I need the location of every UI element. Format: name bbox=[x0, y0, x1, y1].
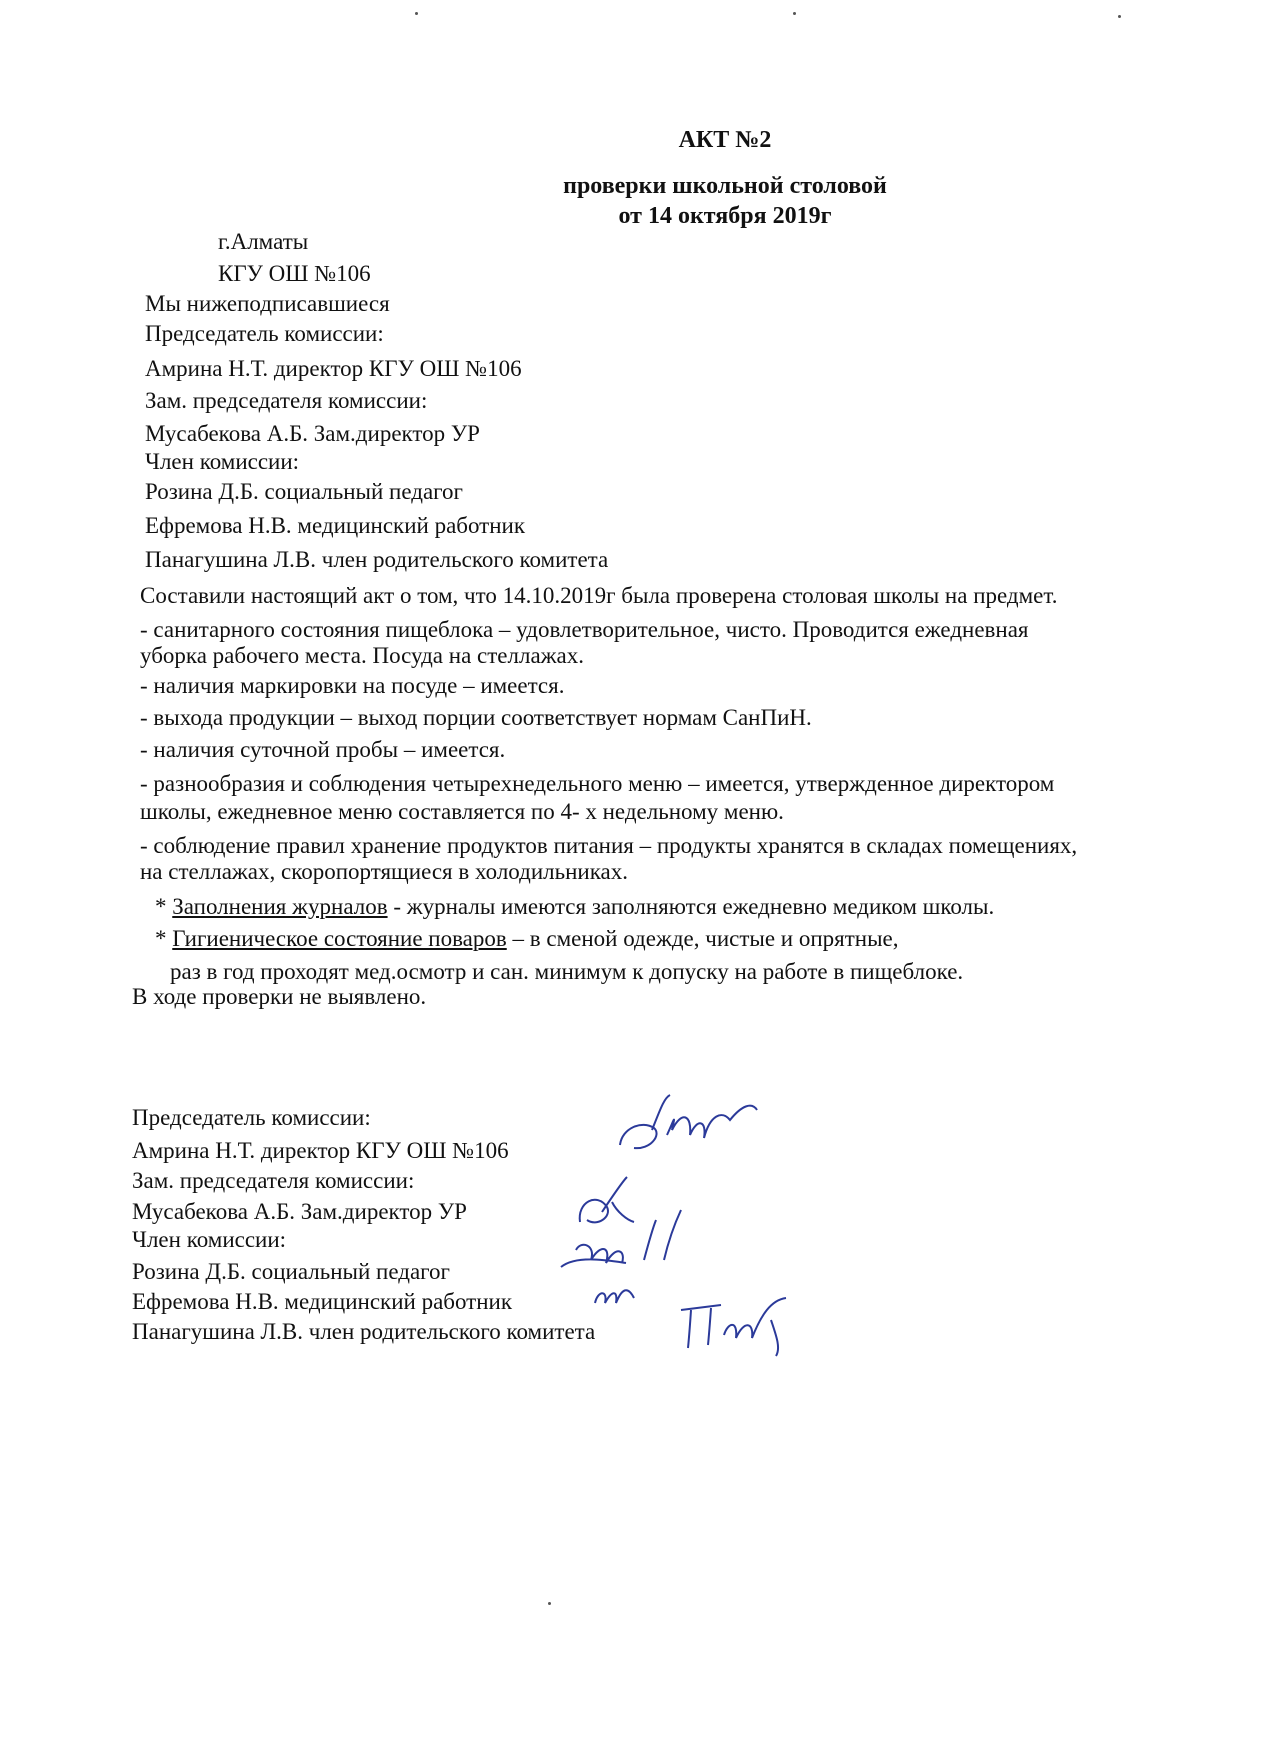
sig-chair-name: Амрина Н.Т. директор КГУ ОШ №106 bbox=[132, 1138, 509, 1163]
intro-line: Мы нижеподписавшиеся bbox=[145, 291, 390, 316]
signature-member-1 bbox=[556, 1205, 696, 1285]
sig-deputy-label: Зам. председателя комиссии: bbox=[132, 1168, 415, 1193]
bullet-text: - журналы имеются заполняются ежедневно медиком школы. bbox=[387, 894, 995, 919]
deputy-label: Зам. председателя комиссии: bbox=[145, 388, 428, 413]
body-line: - санитарного состояния пищеблока – удовлетворительное, чисто. Проводится ежедневная bbox=[140, 617, 1029, 642]
body-line: - выхода продукции – выход порции соответствует нормам СанПиН. bbox=[140, 705, 812, 730]
member-2: Ефремова Н.В. медицинский работник bbox=[145, 513, 526, 538]
member-3: Панагушина Л.В. член родительского комитета bbox=[145, 547, 609, 572]
scan-speck bbox=[793, 12, 796, 15]
document-date: от 14 октября 2019г bbox=[618, 203, 832, 229]
bullet-continuation: раз в год проходят мед.осмотр и сан. минимум к допуску на работе в пищеблоке. bbox=[170, 959, 964, 984]
document-title: АКТ №2 bbox=[678, 127, 772, 153]
sig-member-label: Член комиссии: bbox=[132, 1227, 287, 1252]
body-line: школы, ежедневное меню составляется по 4- х недельному меню. bbox=[140, 799, 784, 824]
body-line: Составили настоящий акт о том, что 14.10.2019г была проверена столовая школы на предмет. bbox=[140, 583, 1058, 608]
scan-speck bbox=[415, 12, 418, 15]
sig-member-2: Ефремова Н.В. медицинский работник bbox=[132, 1289, 513, 1314]
bullet-heading: Заполнения журналов bbox=[172, 894, 388, 919]
bullet-hygiene bbox=[155, 925, 899, 953]
scan-speck bbox=[1118, 15, 1121, 18]
result-line: В ходе проверки не выявлено. bbox=[132, 984, 427, 1009]
organization: КГУ ОШ №106 bbox=[218, 261, 371, 286]
sig-chair-label: Председатель комиссии: bbox=[132, 1105, 371, 1130]
member-1: Розина Д.Б. социальный педагог bbox=[145, 479, 463, 504]
member-label: Член комиссии: bbox=[145, 449, 300, 474]
bullet-star: * bbox=[155, 926, 173, 951]
chair-label: Председатель комиссии: bbox=[145, 321, 384, 346]
sig-member-3: Панагушина Л.В. член родительского комитета bbox=[132, 1319, 596, 1344]
scan-speck bbox=[548, 1602, 551, 1605]
body-line: уборка рабочего места. Посуда на стеллажах. bbox=[140, 643, 585, 668]
city: г.Алматы bbox=[218, 229, 309, 254]
document-subtitle: проверки школьной столовой bbox=[563, 173, 887, 199]
body-line: - наличия суточной пробы – имеется. bbox=[140, 737, 506, 762]
deputy-name: Мусабекова А.Б. Зам.директор УР bbox=[145, 421, 480, 446]
chair-name: Амрина Н.Т. директор КГУ ОШ №106 bbox=[145, 356, 522, 381]
body-line: - наличия маркировки на посуде – имеется. bbox=[140, 673, 565, 698]
signature-member-2 bbox=[590, 1278, 640, 1313]
bullet-journals bbox=[155, 893, 994, 921]
body-line: - разнообразия и соблюдения четырехнедельного меню – имеется, утвержденное директором bbox=[140, 771, 1055, 796]
signature-chair bbox=[612, 1090, 762, 1160]
bullet-text: – в сменой одежде, чистые и опрятные, bbox=[506, 926, 899, 951]
sig-member-1: Розина Д.Б. социальный педагог bbox=[132, 1259, 450, 1284]
bullet-heading: Гигиеническое состояние поваров bbox=[172, 926, 507, 951]
body-line: - соблюдение правил хранение продуктов питания – продукты хранятся в складах помещениях, bbox=[140, 833, 1078, 858]
body-line: на стеллажах, скоропортящиеся в холодильниках. bbox=[140, 859, 629, 884]
signature-member-3 bbox=[676, 1290, 806, 1360]
sig-deputy-name: Мусабекова А.Б. Зам.директор УР bbox=[132, 1199, 467, 1224]
bullet-star: * bbox=[155, 894, 173, 919]
